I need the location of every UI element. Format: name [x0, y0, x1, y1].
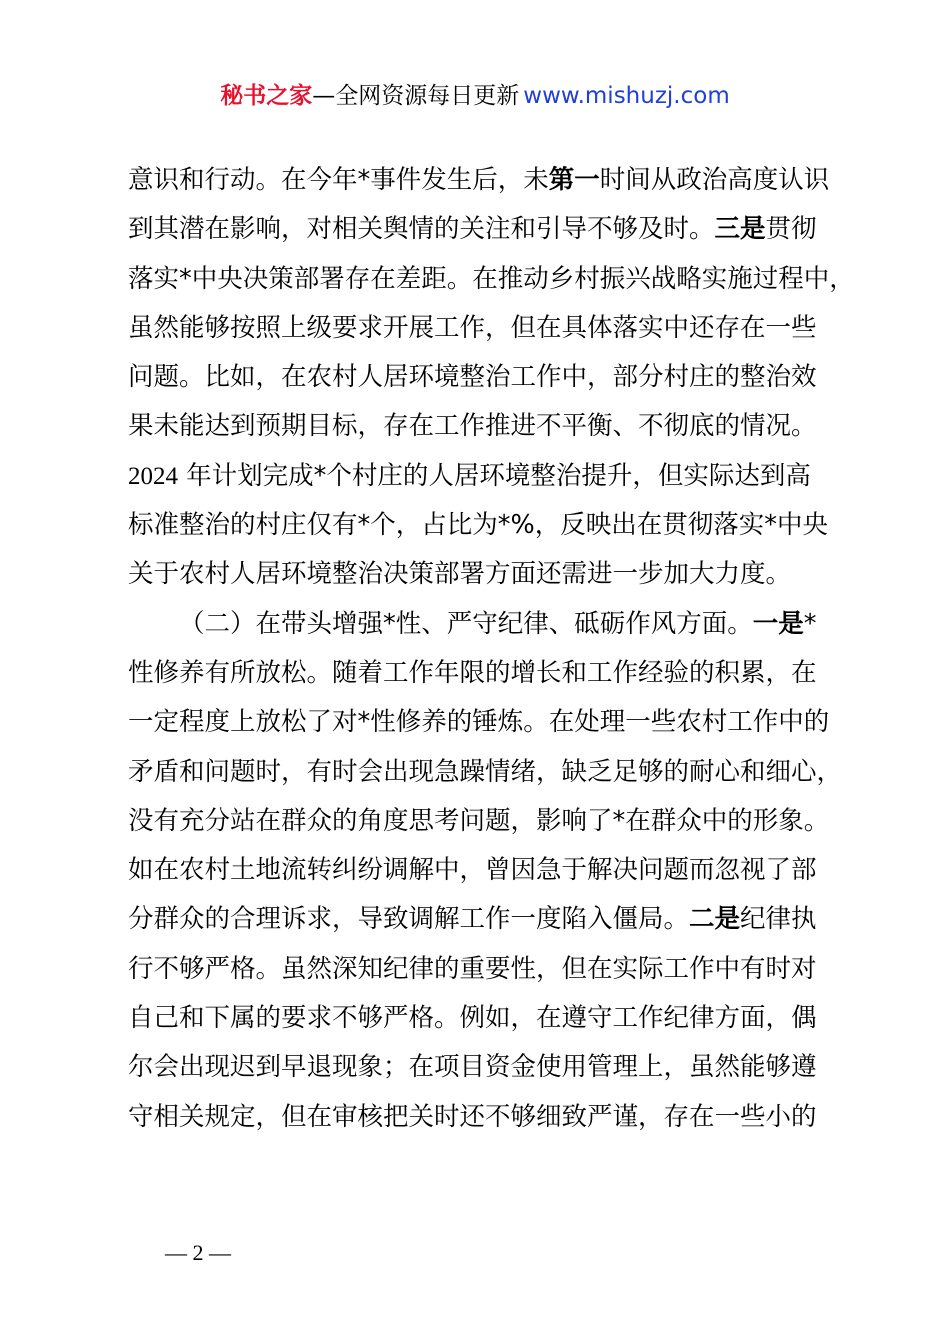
text-run: 时间从政治高度认识	[599, 165, 830, 195]
body-line	[128, 452, 848, 501]
body-line	[128, 748, 848, 797]
body-line	[128, 797, 848, 846]
text-run: （二）在带头增强*性、严守纪律、砥砺作风方面。	[179, 608, 753, 639]
text-run: *	[803, 608, 817, 639]
page-number: — 2 —	[165, 1240, 231, 1265]
site-brand: 秘书之家	[220, 83, 313, 109]
text-run: 尔会出现迟到早退现象；在项目资金使用管理上，虽然能够遵	[128, 1052, 817, 1083]
body-line	[128, 353, 848, 402]
text-run: 分群众的合理诉求，导致调解工作一度陷入僵局。	[128, 904, 690, 935]
bold-phrase: 三是	[714, 214, 766, 245]
body-line	[128, 994, 848, 1043]
bold-phrase: 二是	[689, 904, 741, 935]
text-run: 没有充分站在群众的角度思考问题，影响了*在群众中的形象。	[128, 805, 830, 836]
text-run: 标准整治的村庄仅有*个，占比为*%，反映出在贯彻落实*中央	[128, 510, 828, 541]
site-header	[0, 80, 950, 112]
body-line	[128, 1043, 848, 1092]
text-run: 如在农村土地流转纠纷调解中，曾因急于解决问题而忽视了部	[128, 855, 817, 886]
text-run: 虽然能够按照上级要求开展工作，但在具体落实中还存在一些	[128, 312, 817, 343]
body-line	[128, 698, 848, 747]
body-line	[128, 846, 848, 895]
site-url-link[interactable]: www.mishuzj.com	[523, 83, 730, 109]
text-run: 贯彻	[765, 214, 817, 245]
body-line	[128, 550, 848, 599]
section-heading-line	[128, 600, 848, 649]
text-run: 问题。比如，在农村人居环境整治工作中，部分村庄的整治效	[128, 362, 817, 393]
body-line	[128, 402, 848, 451]
site-tagline: —全网资源每日更新	[312, 83, 520, 109]
text-run: 落实*中央决策部署存在差距。在推动乡村振兴战略实施过程中，	[128, 263, 855, 294]
text-run: 性修养有所放松。随着工作年限的增长和工作经验的积累，在	[128, 657, 817, 688]
text-run: 到其潜在影响，对相关舆情的关注和引导不够及时。	[128, 214, 715, 245]
body-line	[128, 649, 848, 698]
text-run: 行不够严格。虽然深知纪律的重要性，但在实际工作中有时对	[128, 953, 817, 984]
body-line	[128, 895, 848, 944]
text-run: 守相关规定，但在审核把关时还不够细致严谨，存在一些小的	[128, 1101, 817, 1132]
body-line	[128, 156, 848, 205]
bold-phrase: 第一	[548, 165, 600, 195]
body-line	[128, 1093, 848, 1142]
body-line	[128, 255, 855, 304]
body-line	[128, 945, 848, 994]
text-run: 纪律执	[740, 904, 817, 935]
text-run: 自己和下属的要求不够严格。例如，在遵守工作纪律方面，偶	[128, 1003, 817, 1034]
body-line	[128, 304, 848, 353]
text-run: 矛盾和问题时，有时会出现急躁情绪，缺乏足够的耐心和细心，	[128, 756, 843, 787]
body-line	[128, 501, 848, 550]
body-line	[128, 205, 848, 254]
text-run: 关于农村人居环境整治决策部署方面还需进一步加大力度。	[128, 559, 792, 590]
text-run: 果未能达到预期目标，存在工作推进不平衡、不彻底的情况。	[128, 411, 817, 442]
text-run: 年计划完成*个村庄的人居环境整治提升，但实际达到高	[186, 460, 811, 491]
text-run: 一定程度上放松了对*性修养的锤炼。在处理一些农村工作中的	[128, 707, 830, 738]
document-body	[128, 156, 855, 1142]
bold-phrase: 一是	[752, 608, 804, 639]
year-number: 2024	[128, 462, 178, 490]
text-run: 意识和行动。在今年*事件发生后，未	[128, 165, 549, 195]
